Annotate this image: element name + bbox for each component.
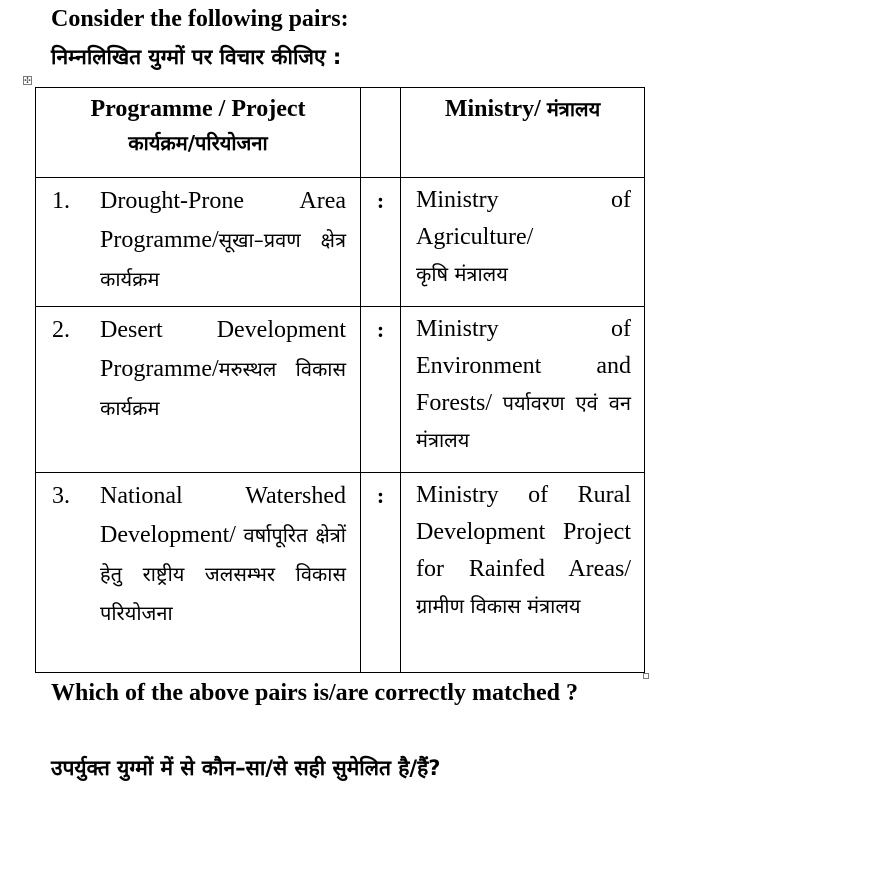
separator-colon: : [376,317,385,342]
header-programme-english: Programme / Project [90,96,306,122]
table-row [36,473,645,673]
ministry-text [401,178,644,293]
header-ministry-cell [401,88,645,178]
table-row [36,307,645,473]
row-number: 3. [52,483,70,509]
row-number: 2. [52,317,70,343]
programme-english: Desert Development Programme/ [100,317,346,382]
table-row [36,178,645,307]
programme-english: National Watershed Development/ [100,483,346,548]
header-programme-hindi: कार्यक्रम/परियोजना [128,131,268,155]
separator-cell [361,473,401,673]
programme-text [100,477,346,633]
intro-english: Consider the following pairs: [51,6,349,32]
ministry-cell [401,178,645,307]
ministry-english: Ministry of Environment and Forests/ [416,316,631,416]
table-resize-handle[interactable] [643,673,649,679]
header-ministry-english: Ministry/ [444,96,547,122]
header-ministry-hindi: मंत्रालय [546,97,601,121]
separator-cell [361,307,401,473]
programme-cell [36,178,361,307]
row-number: 1. [52,188,70,214]
ministry-text [401,307,644,459]
programme-hindi: मरुस्थल विकास कार्यक्रम [100,357,346,420]
header-separator-cell [361,88,401,178]
programme-text [100,311,346,428]
programme-cell [36,307,361,473]
separator-cell [361,178,401,307]
separator-colon: : [376,188,385,213]
separator-colon: : [376,483,385,508]
ministry-hindi: कृषि मंत्रालय [416,262,508,286]
programme-text [100,182,346,299]
table-move-handle-icon[interactable]: ✣ [24,76,31,85]
header-programme-cell [36,88,361,178]
ministry-text [401,473,644,625]
question-hindi: उपर्युक्त युग्मों में से कौन–सा/से सही सुमेलित है/हैं? [51,756,441,780]
header-ministry [401,88,644,126]
programme-cell [36,473,361,673]
ministry-english: Ministry of Rural Development Project for Rainfed Areas/ [416,482,631,582]
ministry-hindi: पर्यावरण एवं वन मंत्रालय [416,391,631,452]
ministry-cell [401,307,645,473]
pairs-table [35,87,645,673]
ministry-hindi: ग्रामीण विकास मंत्रालय [416,594,581,618]
programme-english: Drought-Prone Area Programme/ [100,188,346,253]
ministry-english: Ministry of Agriculture/ [416,187,631,250]
ministry-cell [401,473,645,673]
programme-hindi: वर्षापूरित क्षेत्रों हेतु राष्ट्रीय जलसम्भर विकास परियोजना [100,523,346,625]
intro-hindi: निम्नलिखित युग्मों पर विचार कीजिए : [51,45,342,69]
table-header-row [36,88,645,178]
question-english: Which of the above pairs is/are correctly matched ? [51,680,579,706]
programme-hindi: सूखा–प्रवण क्षेत्र कार्यक्रम [100,228,346,291]
